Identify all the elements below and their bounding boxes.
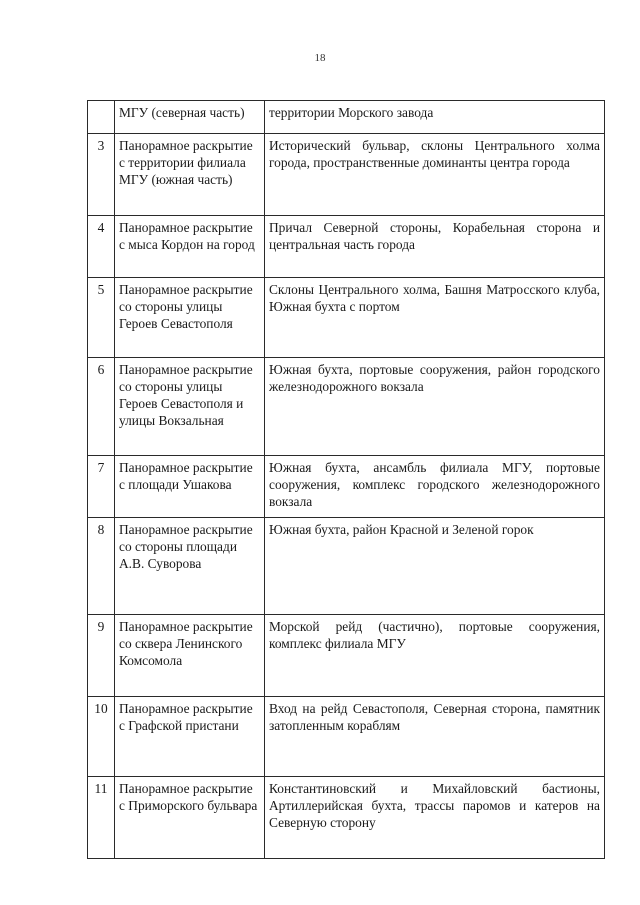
viewpoint-cell: Панорамное раскрытие со сквера Ленинского Комсомола	[115, 615, 265, 697]
table-row	[88, 216, 605, 278]
row-number: 3	[88, 134, 115, 216]
panorama-table	[87, 100, 605, 859]
viewpoint-cell: МГУ (северная часть)	[115, 101, 265, 134]
table-row	[88, 777, 605, 859]
row-number: 5	[88, 278, 115, 358]
view-description-cell: Вход на рейд Севастополя, Северная сторона, памятник затопленным кораблям	[265, 697, 605, 777]
view-description-cell: Причал Северной стороны, Корабельная сторона и центральная часть города	[265, 216, 605, 278]
viewpoint-cell: Панорамное раскрытие с площади Ушакова	[115, 456, 265, 518]
view-description-cell: Южная бухта, район Красной и Зеленой горок	[265, 518, 605, 615]
row-number: 10	[88, 697, 115, 777]
table-row	[88, 134, 605, 216]
viewpoint-cell: Панорамное раскрытие со стороны улицы Героев Севастополя	[115, 278, 265, 358]
viewpoint-cell: Панорамное раскрытие со стороны площади А.В. Суворова	[115, 518, 265, 615]
view-description-cell: Константиновский и Михайловский бастионы, Артиллерийская бухта, трассы паромов и катеров на Северную сторону	[265, 777, 605, 859]
view-description-cell: Южная бухта, портовые сооружения, район городского железнодорожного вокзала	[265, 358, 605, 456]
viewpoint-cell: Панорамное раскрытие с Графской пристани	[115, 697, 265, 777]
row-number: 7	[88, 456, 115, 518]
view-description-cell: территории Морского завода	[265, 101, 605, 134]
row-number: 8	[88, 518, 115, 615]
viewpoint-cell: Панорамное раскрытие с территории филиала МГУ (южная часть)	[115, 134, 265, 216]
row-number: 9	[88, 615, 115, 697]
view-description-cell: Южная бухта, ансамбль филиала МГУ, портовые сооружения, комплекс городского железнодорожного вокзала	[265, 456, 605, 518]
table-row	[88, 518, 605, 615]
page-number: 18	[314, 52, 326, 64]
view-description-cell: Склоны Центрального холма, Башня Матросского клуба, Южная бухта с портом	[265, 278, 605, 358]
viewpoint-cell: Панорамное раскрытие со стороны улицы Героев Севастополя и улицы Вокзальная	[115, 358, 265, 456]
table-row	[88, 456, 605, 518]
viewpoint-cell: Панорамное раскрытие с мыса Кордон на город	[115, 216, 265, 278]
row-number: 6	[88, 358, 115, 456]
row-number: 11	[88, 777, 115, 859]
table-row	[88, 101, 605, 134]
row-number	[88, 101, 115, 134]
table-row	[88, 615, 605, 697]
table-row	[88, 358, 605, 456]
viewpoint-cell: Панорамное раскрытие с Приморского бульвара	[115, 777, 265, 859]
view-description-cell: Морской рейд (частично), портовые сооружения, комплекс филиала МГУ	[265, 615, 605, 697]
table-row	[88, 278, 605, 358]
row-number: 4	[88, 216, 115, 278]
view-description-cell: Исторический бульвар, склоны Центрального холма города, пространственные доминанты центра города	[265, 134, 605, 216]
table-row	[88, 697, 605, 777]
